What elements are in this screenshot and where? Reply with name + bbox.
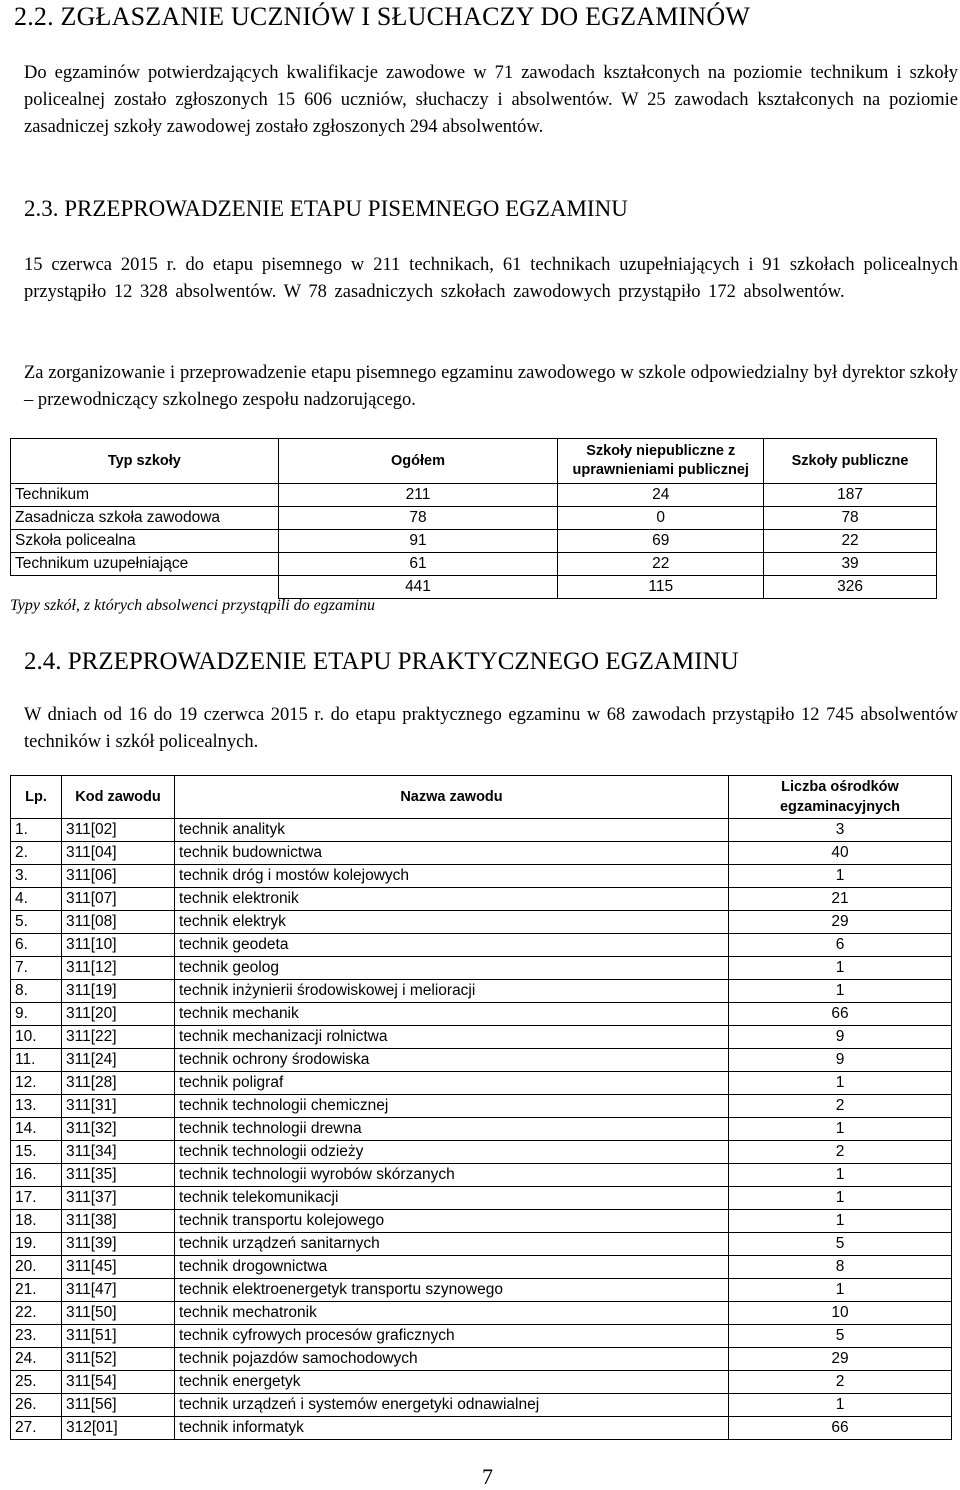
value-cell: 61 (278, 553, 558, 576)
centers-count-cell: 2 (729, 1141, 952, 1164)
centers-count-cell: 1 (729, 957, 952, 980)
centers-count-cell: 9 (729, 1049, 952, 1072)
centers-count-cell: 29 (729, 911, 952, 934)
profession-code-cell: 311[39] (62, 1233, 175, 1256)
profession-name-cell: technik technologii wyrobów skórzanych (175, 1164, 729, 1187)
profession-name-cell: technik informatyk (175, 1417, 729, 1440)
centers-count-cell: 6 (729, 934, 952, 957)
profession-code-cell: 311[54] (62, 1371, 175, 1394)
row-number-cell: 12. (11, 1072, 62, 1095)
profession-code-cell: 311[45] (62, 1256, 175, 1279)
school-types-table (10, 438, 937, 599)
table-row (11, 934, 952, 957)
table-row (11, 1371, 952, 1394)
empty-cell (11, 576, 279, 599)
centers-count-cell: 10 (729, 1302, 952, 1325)
profession-code-cell: 311[04] (62, 842, 175, 865)
centers-count-cell: 8 (729, 1256, 952, 1279)
value-cell: 22 (764, 530, 937, 553)
row-number-cell: 23. (11, 1325, 62, 1348)
value-cell: 69 (558, 530, 764, 553)
profession-name-cell: technik technologii odzieży (175, 1141, 729, 1164)
centers-count-cell: 1 (729, 1164, 952, 1187)
column-header: Typ szkoły (11, 439, 279, 484)
profession-code-cell: 311[22] (62, 1026, 175, 1049)
centers-count-cell: 1 (729, 1072, 952, 1095)
row-number-cell: 16. (11, 1164, 62, 1187)
centers-count-cell: 1 (729, 1394, 952, 1417)
row-number-cell: 18. (11, 1210, 62, 1233)
centers-count-cell: 66 (729, 1003, 952, 1026)
profession-name-cell: technik geodeta (175, 934, 729, 957)
profession-name-cell: technik drogownictwa (175, 1256, 729, 1279)
value-cell: 78 (278, 507, 558, 530)
row-number-cell: 4. (11, 888, 62, 911)
value-cell: 187 (764, 484, 937, 507)
centers-count-cell: 21 (729, 888, 952, 911)
centers-count-cell: 5 (729, 1233, 952, 1256)
table-body (11, 484, 937, 599)
total-cell: 326 (764, 576, 937, 599)
table-row (11, 484, 937, 507)
profession-code-cell: 311[10] (62, 934, 175, 957)
table-row (11, 1187, 952, 1210)
table-row (11, 980, 952, 1003)
paragraph-responsibility: Za zorganizowanie i przeprowadzenie etapu pisemnego egzaminu zawodowego w szkole odpowiedzialny był dyrektor szkoły – przewodniczący szkolnego zespołu nadzorującego. (24, 363, 958, 410)
table-body (11, 819, 952, 1440)
table-row (11, 1417, 952, 1440)
table-row (11, 507, 937, 530)
row-number-cell: 11. (11, 1049, 62, 1072)
profession-name-cell: technik poligraf (175, 1072, 729, 1095)
table-row (11, 1049, 952, 1072)
paragraph-written-stage: 15 czerwca 2015 r. do etapu pisemnego w 211 technikach, 61 technikach uzupełniających i 91 szkołach policealnych przystąpiło 12 328 absolwentów. W 78 zasadniczych szkołach zawodowych przystąpiło 172 absolwentów. (24, 255, 958, 302)
row-number-cell: 6. (11, 934, 62, 957)
profession-code-cell: 312[01] (62, 1417, 175, 1440)
table-row (11, 1164, 952, 1187)
centers-count-cell: 1 (729, 980, 952, 1003)
profession-name-cell: technik analityk (175, 819, 729, 842)
row-number-cell: 9. (11, 1003, 62, 1026)
profession-code-cell: 311[06] (62, 865, 175, 888)
table-row (11, 1394, 952, 1417)
profession-name-cell: technik elektronik (175, 888, 729, 911)
profession-name-cell: technik geolog (175, 957, 729, 980)
table-row (11, 1210, 952, 1233)
table-row (11, 1233, 952, 1256)
profession-name-cell: technik inżynierii środowiskowej i melioracji (175, 980, 729, 1003)
table-row (11, 1256, 952, 1279)
paragraph-registration: Do egzaminów potwierdzających kwalifikacje zawodowe w 71 zawodach kształconych na poziomie technikum i szkoły policealnej zostało zgłoszonych 15 606 uczniów, słuchaczy i absolwentów. W 25 zawodach kształconych na poziomie zasadniczej szkoły zawodowej zostało zgłoszonych 294 absolwentów. (24, 63, 958, 137)
row-number-cell: 8. (11, 980, 62, 1003)
profession-name-cell: technik urządzeń i systemów energetyki odnawialnej (175, 1394, 729, 1417)
table-row (11, 1302, 952, 1325)
table-row (11, 1141, 952, 1164)
profession-code-cell: 311[56] (62, 1394, 175, 1417)
profession-name-cell: technik elektryk (175, 911, 729, 934)
centers-count-cell: 5 (729, 1325, 952, 1348)
profession-name-cell: technik energetyk (175, 1371, 729, 1394)
centers-count-cell: 1 (729, 1210, 952, 1233)
centers-count-cell: 1 (729, 1279, 952, 1302)
row-number-cell: 2. (11, 842, 62, 865)
total-cell: 441 (278, 576, 558, 599)
profession-name-cell: technik mechatronik (175, 1302, 729, 1325)
profession-name-cell: technik telekomunikacji (175, 1187, 729, 1210)
profession-code-cell: 311[24] (62, 1049, 175, 1072)
totals-row (11, 576, 937, 599)
row-number-cell: 1. (11, 819, 62, 842)
centers-count-cell: 9 (729, 1026, 952, 1049)
table-row (11, 819, 952, 842)
paragraph-practical-stage: W dniach od 16 do 19 czerwca 2015 r. do etapu praktycznego egzaminu w 68 zawodach przystąpiło 12 745 absolwentów techników i szkół policealnych. (24, 705, 958, 752)
row-number-cell: 27. (11, 1417, 62, 1440)
profession-code-cell: 311[51] (62, 1325, 175, 1348)
profession-code-cell: 311[31] (62, 1095, 175, 1118)
profession-code-cell: 311[28] (62, 1072, 175, 1095)
value-cell: 22 (558, 553, 764, 576)
value-cell: 24 (558, 484, 764, 507)
profession-code-cell: 311[47] (62, 1279, 175, 1302)
row-number-cell: 7. (11, 957, 62, 980)
profession-code-cell: 311[07] (62, 888, 175, 911)
section-heading-2-4: 2.4. PRZEPROWADZENIE ETAPU PRAKTYCZNEGO EGZAMINU (24, 648, 739, 675)
row-number-cell: 17. (11, 1187, 62, 1210)
profession-code-cell: 311[08] (62, 911, 175, 934)
profession-name-cell: technik dróg i mostów kolejowych (175, 865, 729, 888)
table-row (11, 911, 952, 934)
row-number-cell: 20. (11, 1256, 62, 1279)
profession-name-cell: technik ochrony środowiska (175, 1049, 729, 1072)
profession-code-cell: 311[12] (62, 957, 175, 980)
table-row (11, 1118, 952, 1141)
page-number: 7 (482, 1464, 493, 1489)
centers-count-cell: 2 (729, 1095, 952, 1118)
total-cell: 115 (558, 576, 764, 599)
profession-name-cell: technik budownictwa (175, 842, 729, 865)
table-header-row (11, 776, 952, 819)
centers-count-cell: 2 (729, 1371, 952, 1394)
row-number-cell: 14. (11, 1118, 62, 1141)
row-number-cell: 25. (11, 1371, 62, 1394)
value-cell: 0 (558, 507, 764, 530)
value-cell: 91 (278, 530, 558, 553)
school-type-cell: Zasadnicza szkoła zawodowa (11, 507, 279, 530)
column-header: Szkoły niepubliczne z uprawnieniami publicznej (558, 439, 764, 484)
table-row (11, 553, 937, 576)
centers-count-cell: 29 (729, 1348, 952, 1371)
profession-code-cell: 311[19] (62, 980, 175, 1003)
table-row (11, 1325, 952, 1348)
table-row (11, 1072, 952, 1095)
table-row (11, 888, 952, 911)
centers-count-cell: 1 (729, 1187, 952, 1210)
profession-name-cell: technik urządzeń sanitarnych (175, 1233, 729, 1256)
professions-table (10, 775, 952, 1440)
row-number-cell: 13. (11, 1095, 62, 1118)
column-header: Ogółem (278, 439, 558, 484)
table-row (11, 1003, 952, 1026)
school-type-cell: Technikum (11, 484, 279, 507)
table-row (11, 842, 952, 865)
row-number-cell: 10. (11, 1026, 62, 1049)
profession-code-cell: 311[37] (62, 1187, 175, 1210)
row-number-cell: 19. (11, 1233, 62, 1256)
profession-name-cell: technik mechanizacji rolnictwa (175, 1026, 729, 1049)
table-row (11, 957, 952, 980)
column-header: Kod zawodu (62, 776, 175, 819)
profession-code-cell: 311[34] (62, 1141, 175, 1164)
profession-name-cell: technik transportu kolejowego (175, 1210, 729, 1233)
profession-name-cell: technik elektroenergetyk transportu szynowego (175, 1279, 729, 1302)
row-number-cell: 5. (11, 911, 62, 934)
table-caption: Typy szkół, z których absolwenci przystąpili do egzaminu (10, 597, 375, 614)
column-header: Liczba ośrodków egzaminacyjnych (729, 776, 952, 819)
school-type-cell: Szkoła policealna (11, 530, 279, 553)
profession-name-cell: technik technologii chemicznej (175, 1095, 729, 1118)
column-header: Nazwa zawodu (175, 776, 729, 819)
column-header: Szkoły publiczne (764, 439, 937, 484)
section-heading-2-2: 2.2. ZGŁASZANIE UCZNIÓW I SŁUCHACZY DO EGZAMINÓW (14, 2, 751, 31)
centers-count-cell: 1 (729, 1118, 952, 1141)
profession-name-cell: technik mechanik (175, 1003, 729, 1026)
centers-count-cell: 66 (729, 1417, 952, 1440)
profession-code-cell: 311[02] (62, 819, 175, 842)
table-row (11, 1279, 952, 1302)
row-number-cell: 15. (11, 1141, 62, 1164)
school-type-cell: Technikum uzupełniające (11, 553, 279, 576)
row-number-cell: 24. (11, 1348, 62, 1371)
profession-code-cell: 311[50] (62, 1302, 175, 1325)
centers-count-cell: 40 (729, 842, 952, 865)
row-number-cell: 21. (11, 1279, 62, 1302)
profession-code-cell: 311[20] (62, 1003, 175, 1026)
profession-code-cell: 311[32] (62, 1118, 175, 1141)
profession-name-cell: technik technologii drewna (175, 1118, 729, 1141)
profession-code-cell: 311[38] (62, 1210, 175, 1233)
centers-count-cell: 1 (729, 865, 952, 888)
value-cell: 39 (764, 553, 937, 576)
table-row (11, 865, 952, 888)
centers-count-cell: 3 (729, 819, 952, 842)
row-number-cell: 3. (11, 865, 62, 888)
profession-code-cell: 311[52] (62, 1348, 175, 1371)
row-number-cell: 26. (11, 1394, 62, 1417)
profession-name-cell: technik cyfrowych procesów graficznych (175, 1325, 729, 1348)
table-row (11, 1348, 952, 1371)
profession-name-cell: technik pojazdów samochodowych (175, 1348, 729, 1371)
row-number-cell: 22. (11, 1302, 62, 1325)
value-cell: 211 (278, 484, 558, 507)
section-heading-2-3: 2.3. PRZEPROWADZENIE ETAPU PISEMNEGO EGZAMINU (24, 196, 628, 221)
table-row (11, 1095, 952, 1118)
profession-code-cell: 311[35] (62, 1164, 175, 1187)
table-header-row (11, 439, 937, 484)
table-row (11, 530, 937, 553)
column-header: Lp. (11, 776, 62, 819)
value-cell: 78 (764, 507, 937, 530)
table-row (11, 1026, 952, 1049)
